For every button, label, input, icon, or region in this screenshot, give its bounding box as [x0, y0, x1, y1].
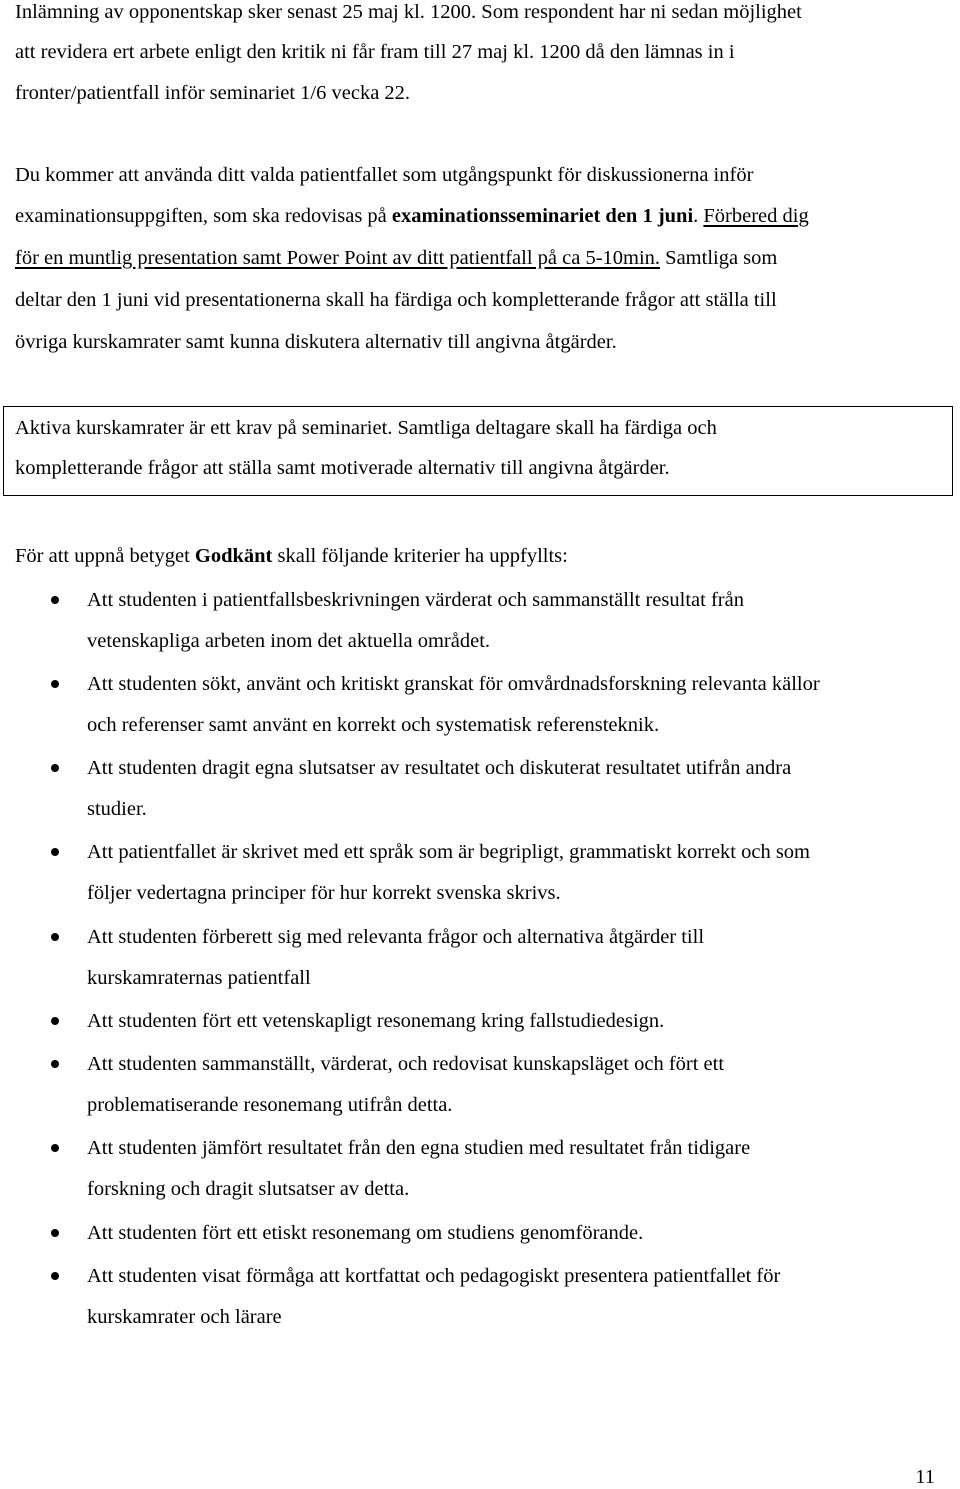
text-line: Du kommer att använda ditt valda patientfallet som utgångspunkt för diskussionerna inför	[15, 164, 754, 186]
text-line: problematiserande resonemang utifrån detta.	[87, 1094, 453, 1116]
bullet-icon	[51, 1017, 59, 1025]
text-line: deltar den 1 juni vid presentationerna skall ha färdiga och kompletterande frågor att ställa till	[15, 289, 777, 311]
bullet-icon	[51, 1272, 59, 1280]
bullet-icon	[51, 848, 59, 856]
bullet-icon	[51, 933, 59, 941]
bullet-icon	[51, 680, 59, 688]
bullet-icon	[51, 1144, 59, 1152]
text-line: Att studenten jämfört resultatet från den egna studien med resultatet från tidigare	[87, 1137, 751, 1159]
text-span: examinationsuppgiften, som ska redovisas på	[15, 205, 392, 227]
text-line: Att studenten i patientfallsbeskrivningen värderat och sammanställt resultat från	[87, 589, 744, 611]
text-line: Att studenten sammanställt, värderat, och redovisat kunskapsläget och fört ett	[87, 1053, 725, 1075]
text-line: Att studenten visat förmåga att kortfattat och pedagogiskt presentera patientfallet för	[87, 1265, 781, 1287]
text-line: att revidera ert arbete enligt den kritik ni får fram till 27 maj kl. 1200 då den lämnas in i	[15, 41, 735, 63]
bullet-icon	[51, 1229, 59, 1237]
underlined-text: för en muntlig presentation samt Power Point av ditt patientfall på ca 5-10min.	[15, 247, 661, 269]
text-line: Att studenten fört ett etiskt resonemang om studiens genomförande.	[87, 1222, 644, 1244]
text-line: kompletterande frågor att ställa samt motiverade alternativ till angivna åtgärder.	[15, 457, 670, 479]
underlined-text: Förbered dig	[703, 205, 809, 227]
text-line: kurskamraternas patientfall	[87, 967, 311, 989]
page-number: 11	[915, 1466, 935, 1488]
text-line: Att patientfallet är skrivet med ett språk som är begripligt, grammatiskt korrekt och som	[87, 841, 811, 863]
text-span: Samtliga som	[660, 247, 778, 269]
text-line: Att studenten sökt, använt och kritiskt granskat för omvårdnadsforskning relevanta källor	[87, 673, 820, 695]
text-line: övriga kurskamrater samt kunna diskutera alternativ till angivna åtgärder.	[15, 331, 617, 353]
text-span: .	[693, 205, 704, 227]
bold-date-text: examinationsseminariet den 1 juni	[391, 205, 694, 227]
text-line	[15, 246, 777, 270]
bullet-icon	[51, 596, 59, 604]
text-line	[15, 204, 809, 228]
bullet-icon	[51, 1060, 59, 1068]
text-line: studier.	[87, 798, 147, 820]
text-line: kurskamrater och lärare	[87, 1306, 282, 1328]
text-line: forskning och dragit slutsatser av detta.	[87, 1178, 410, 1200]
text-line: Aktiva kurskamrater är ett krav på seminariet. Samtliga deltagare skall ha färdiga och	[15, 417, 717, 439]
text-line: följer vedertagna principer för hur korrekt svenska skrivs.	[87, 882, 561, 904]
text-line: Att studenten fört ett vetenskapligt resonemang kring fallstudiedesign.	[87, 1010, 665, 1032]
bold-grade-text: Godkänt	[194, 545, 273, 567]
text-span: skall följande kriterier ha uppfyllts:	[272, 545, 568, 567]
text-line: Inlämning av opponentskap sker senast 25 maj kl. 1200. Som respondent har ni sedan möjlighet	[15, 1, 802, 23]
text-line: och referenser samt använt en korrekt och systematisk referensteknik.	[87, 714, 660, 736]
bullet-icon	[51, 764, 59, 772]
text-line: Att studenten dragit egna slutsatser av resultatet och diskuterat resultatet utifrån andra	[87, 757, 792, 779]
text-line: fronter/patientfall inför seminariet 1/6 vecka 22.	[15, 82, 411, 104]
text-line: Att studenten förberett sig med relevanta frågor och alternativa åtgärder till	[87, 926, 705, 948]
text-line	[15, 544, 568, 568]
text-span: För att uppnå betyget	[15, 545, 195, 567]
text-line: vetenskapliga arbeten inom det aktuella området.	[87, 630, 491, 652]
